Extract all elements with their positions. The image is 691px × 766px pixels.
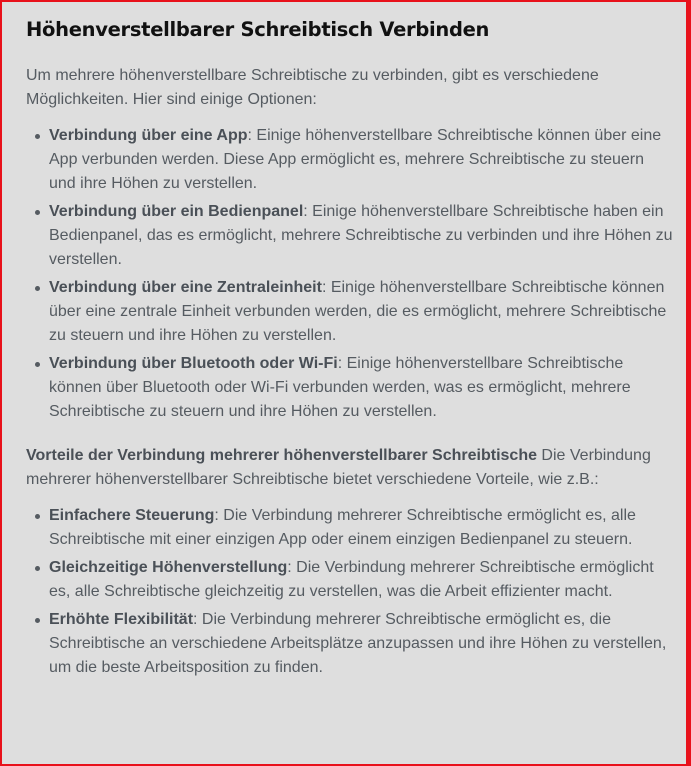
intro-paragraph: Um mehrere höhenverstellbare Schreibtische zu verbinden, gibt es verschiedene Möglichkeiten. Hier sind einige Optionen: (26, 67, 599, 108)
list-item-term: Gleichzeitige Höhenverstellung (49, 559, 288, 576)
list-item-term: Einfachere Steuerung (49, 507, 215, 524)
advantages-paragraph (26, 444, 675, 492)
advantages-intro: Die Verbindung mehrerer höhenverstellbarer Schreibtische bietet verschiedene Vorteile, wie z.B.: (26, 447, 651, 488)
options-list (26, 124, 675, 424)
list-item (49, 504, 675, 552)
advantages-heading: Vorteile der Verbindung mehrerer höhenverstellbarer Schreibtische (26, 447, 537, 464)
list-item-term: Erhöhte Flexibilität (49, 611, 194, 628)
list-item (49, 556, 675, 604)
list-item (49, 276, 675, 348)
page-title: Höhenverstellbarer Schreibtisch Verbinden (26, 18, 490, 41)
list-item (49, 608, 675, 680)
list-item-text: : Einige höhenverstellbare Schreibtische können über eine App verbunden werden. Diese App ermöglicht es, mehrere Schreibtische zu steuern und ihre Höhen zu verstellen. (49, 127, 662, 192)
list-item (49, 200, 675, 272)
list-item (49, 352, 675, 424)
frame-border-right (686, 2, 689, 764)
list-item-term: Verbindung über ein Bedienpanel (49, 203, 304, 220)
advantages-list (26, 504, 675, 680)
list-item-text: : Einige höhenverstellbare Schreibtische können über eine zentrale Einheit verbunden werden, die es ermöglicht, mehrere Schreibtische zu steuern und ihre Höhen zu verstellen. (49, 279, 667, 344)
list-item-text: : Die Verbindung mehrerer Schreibtische ermöglicht es, die Schreibtische an verschiedene Arbeitsplätze anzupassen und ihre Höhen zu verstellen, um die beste Arbeitsposition zu finden. (49, 611, 667, 676)
list-item-text: : Einige höhenverstellbare Schreibtische können über Bluetooth oder Wi-Fi verbunden werden, was es ermöglicht, mehrere Schreibtische zu steuern und ihre Höhen zu verstellen. (49, 355, 631, 420)
list-item (49, 124, 675, 196)
list-item-term: Verbindung über eine Zentraleinheit (49, 279, 322, 296)
list-item-term: Verbindung über eine App (49, 127, 248, 144)
list-item-term: Verbindung über Bluetooth oder Wi-Fi (49, 355, 338, 372)
list-item-text: : Die Verbindung mehrerer Schreibtische ermöglicht es, alle Schreibtische mit einer einzigen App oder einem einzigen Bedienpanel zu steuern. (49, 507, 636, 548)
list-item-text: : Einige höhenverstellbare Schreibtische haben ein Bedienpanel, das es ermöglicht, mehrere Schreibtische zu verbinden und ihre Höhen zu verstellen. (49, 203, 673, 268)
list-item-text: : Die Verbindung mehrerer Schreibtische ermöglicht es, alle Schreibtische gleichzeitig zu verstellen, was die Arbeit effizienter macht. (49, 559, 654, 600)
